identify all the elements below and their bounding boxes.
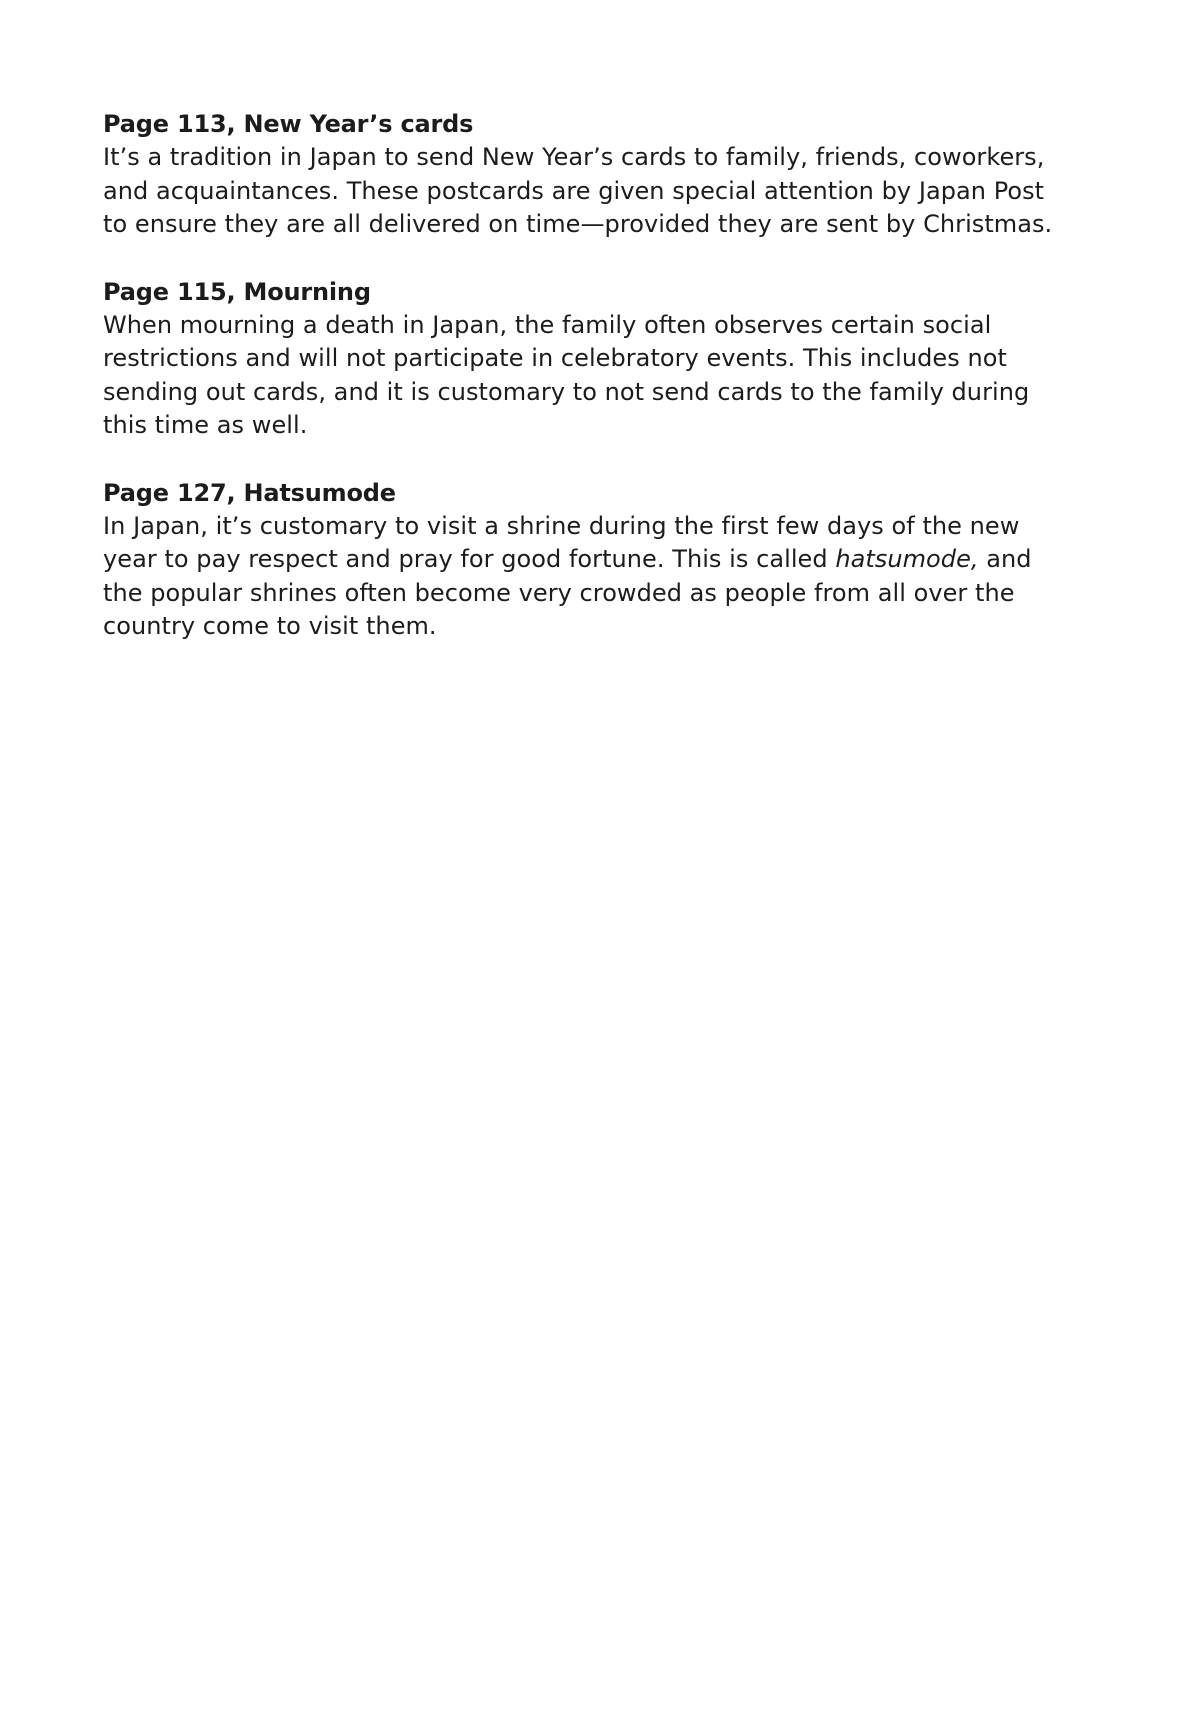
note-title: Page 115, Mourning (103, 277, 371, 306)
note-mourning (103, 276, 1103, 443)
note-text: and (978, 545, 1032, 573)
note-text: year to pay respect and pray for good fortune. This is called (103, 545, 836, 573)
note-hatsumode (103, 477, 1103, 644)
note-line (103, 543, 1103, 577)
note-line: and acquaintances. These postcards are given special attention by Japan Post (103, 176, 1045, 205)
note-line: country come to visit them. (103, 612, 437, 640)
note-body (103, 510, 1103, 644)
note-body (103, 141, 1103, 242)
note-title: Page 113, New Year’s cards (103, 110, 474, 138)
note-emphasis: hatsumode, (835, 545, 979, 573)
note-line: When mourning a death in Japan, the family often observes certain social (103, 310, 992, 339)
note-body (103, 309, 1103, 443)
note-line: In Japan, it’s customary to visit a shrine during the first few days of the new (103, 511, 1020, 540)
note-line: this time as well. (103, 411, 308, 439)
note-line: restrictions and will not participate in celebratory events. This includes not (103, 344, 1007, 372)
notes-page (103, 108, 1103, 678)
note-title: Page 127, Hatsumode (103, 478, 396, 507)
note-line: sending out cards, and it is customary to not send cards to the family during (103, 377, 1030, 406)
note-new-years-cards (103, 108, 1103, 242)
note-line: the popular shrines often become very crowded as people from all over the (103, 578, 1015, 607)
note-line: It’s a tradition in Japan to send New Year’s cards to family, friends, coworkers, (103, 143, 1045, 171)
note-line: to ensure they are all delivered on time—provided they are sent by Christmas. (103, 210, 1053, 238)
